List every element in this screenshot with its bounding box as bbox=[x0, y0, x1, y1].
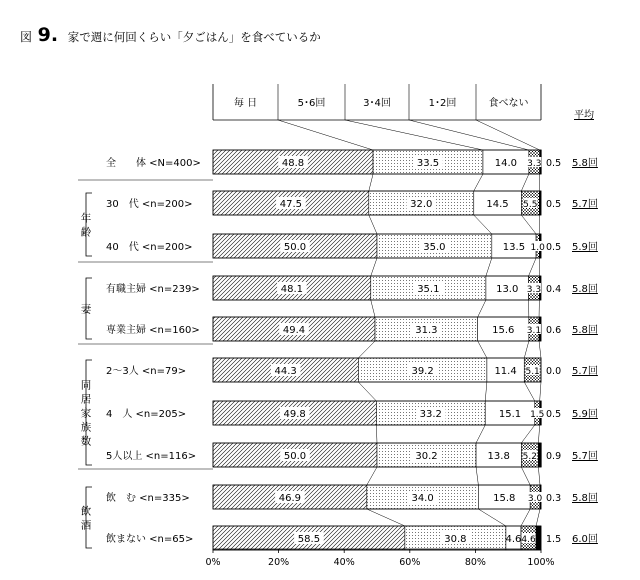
figure-title-text: 家で週に何回くらい「夕ごはん」を食べているか bbox=[67, 30, 321, 44]
x-tick-label: 60% bbox=[399, 557, 421, 568]
segment-connector bbox=[486, 258, 492, 276]
segment-connector bbox=[476, 467, 478, 485]
group-label: 飲酒 bbox=[80, 505, 92, 532]
segment-connector bbox=[358, 341, 375, 358]
row-average: 5.8回 bbox=[572, 493, 598, 504]
value-label-none: 1.5 bbox=[546, 534, 562, 545]
value-label: 5.2 bbox=[522, 452, 538, 462]
row-average: 6.0回 bbox=[572, 534, 598, 545]
row-average: 5.9回 bbox=[572, 409, 598, 420]
row-label: 有職主婦 <n=239> bbox=[106, 284, 200, 295]
value-label: 49.4 bbox=[282, 325, 306, 336]
segment-connector bbox=[474, 215, 492, 234]
value-label: 44.3 bbox=[274, 366, 297, 377]
row-label: 40 代 <n=200> bbox=[106, 242, 193, 253]
row-label: 30 代 <n=200> bbox=[106, 199, 193, 210]
value-label-none: 0.3 bbox=[546, 493, 562, 504]
value-label: 47.5 bbox=[279, 199, 303, 210]
value-label-none: 0.6 bbox=[546, 325, 562, 336]
segment-connector bbox=[521, 509, 530, 526]
value-label-none: 0.9 bbox=[546, 451, 562, 462]
value-label: 58.5 bbox=[297, 534, 321, 545]
group-bracket bbox=[86, 193, 92, 256]
segment-connector bbox=[369, 215, 377, 234]
segment-connector bbox=[371, 258, 377, 276]
value-label: 13.5 bbox=[502, 242, 526, 253]
segment-connector bbox=[474, 174, 483, 191]
group-label: 同居家族数 bbox=[80, 379, 92, 448]
value-label: 14.5 bbox=[486, 199, 509, 210]
row-average: 5.7回 bbox=[572, 451, 598, 462]
legend-item-2: 5･6回 bbox=[297, 98, 326, 109]
value-label-none: 0.5 bbox=[546, 409, 562, 420]
row-average: 5.8回 bbox=[572, 158, 598, 169]
value-label-none: 0.0 bbox=[546, 366, 562, 377]
value-label-none: 0.4 bbox=[546, 284, 562, 295]
legend-connector bbox=[345, 120, 483, 150]
value-label: 15.8 bbox=[493, 493, 516, 504]
segment-connector bbox=[536, 509, 540, 526]
value-label: 15.6 bbox=[492, 325, 515, 336]
group-label: 年齢 bbox=[80, 212, 92, 239]
legend-connector bbox=[476, 120, 540, 150]
segment-connector bbox=[367, 509, 405, 526]
segment-connector bbox=[524, 382, 534, 401]
row-label: 4 人 <n=205> bbox=[106, 409, 187, 420]
average-header: 平均 bbox=[574, 110, 594, 121]
value-label: 1.5 bbox=[530, 410, 545, 420]
value-label-none: 0.5 bbox=[546, 158, 562, 169]
value-label: 49.8 bbox=[283, 409, 306, 420]
segment-connector bbox=[524, 341, 529, 358]
segment-connector bbox=[539, 341, 541, 358]
row-label: 飲 む <n=335> bbox=[106, 493, 190, 504]
segment-connector bbox=[478, 509, 506, 526]
segment-connector bbox=[371, 300, 375, 317]
value-label: 34.0 bbox=[411, 493, 434, 504]
value-label: 50.0 bbox=[283, 242, 307, 253]
row-average: 5.8回 bbox=[572, 325, 598, 336]
segment-connector bbox=[521, 467, 530, 485]
bar-segment-5 bbox=[536, 526, 541, 550]
value-label: 46.9 bbox=[278, 493, 302, 504]
segment-connector bbox=[376, 425, 377, 443]
value-label: 14.0 bbox=[494, 158, 518, 169]
value-label: 39.2 bbox=[411, 366, 434, 377]
value-label: 3.0 bbox=[527, 494, 543, 504]
x-axis bbox=[205, 549, 554, 568]
value-label: 3.1 bbox=[526, 326, 542, 336]
value-label: 4.6 bbox=[505, 534, 522, 545]
segment-connector bbox=[367, 467, 377, 485]
segment-connector bbox=[529, 258, 537, 276]
row-label: 5人以上 <n=116> bbox=[106, 451, 197, 462]
legend-connector bbox=[409, 120, 529, 150]
x-tick-label: 80% bbox=[464, 557, 486, 568]
value-label: 1.0 bbox=[530, 243, 545, 253]
value-label: 33.5 bbox=[416, 158, 440, 169]
group-label: 妻 bbox=[80, 303, 92, 316]
value-label: 35.0 bbox=[423, 242, 446, 253]
row-label: 全 体 <N=400> bbox=[106, 158, 201, 169]
segment-connector bbox=[478, 300, 486, 317]
value-label: 13.0 bbox=[496, 284, 519, 295]
value-label: 4.6 bbox=[521, 535, 536, 545]
segment-connector bbox=[540, 382, 541, 401]
legend-item-4: 1･2回 bbox=[428, 98, 457, 109]
row-label: 2～3人 <n=79> bbox=[106, 366, 187, 377]
segment-connector bbox=[485, 382, 487, 401]
value-label: 30.8 bbox=[444, 534, 467, 545]
row-average: 5.7回 bbox=[572, 199, 598, 210]
row-average: 5.9回 bbox=[572, 242, 598, 253]
legend bbox=[213, 84, 541, 120]
x-tick-label: 20% bbox=[268, 557, 290, 568]
group-bracket bbox=[86, 487, 92, 548]
value-label: 3.3 bbox=[527, 159, 542, 169]
row-label: 飲まない <n=65> bbox=[106, 534, 194, 545]
value-label: 3.3 bbox=[526, 285, 542, 295]
row-average: 5.8回 bbox=[572, 284, 598, 295]
value-label: 13.8 bbox=[487, 451, 510, 462]
legend-connector bbox=[278, 120, 373, 150]
segment-connector bbox=[521, 174, 529, 191]
segment-connector bbox=[538, 425, 539, 443]
segment-connector bbox=[521, 425, 534, 443]
value-label: 11.4 bbox=[494, 366, 517, 377]
segment-connector bbox=[521, 215, 536, 234]
segment-connector bbox=[358, 382, 376, 401]
row-label: 専業主婦 <n=160> bbox=[106, 325, 200, 336]
legend-item-3: 3･4回 bbox=[363, 98, 391, 109]
x-tick-label: 40% bbox=[333, 557, 355, 568]
x-tick-label: 100% bbox=[527, 557, 555, 568]
value-label: 48.1 bbox=[280, 284, 304, 295]
value-label-none: 0.5 bbox=[546, 242, 562, 253]
figure-number: 9. bbox=[37, 24, 59, 46]
value-label: 50.0 bbox=[283, 451, 307, 462]
segment-connector bbox=[538, 467, 540, 485]
value-label: 5.5 bbox=[523, 200, 538, 210]
value-label: 33.2 bbox=[419, 409, 442, 420]
segment-connector bbox=[369, 174, 373, 191]
legend-item-1: 毎 日 bbox=[233, 98, 258, 109]
value-label: 35.1 bbox=[417, 284, 440, 295]
value-label: 30.2 bbox=[415, 451, 438, 462]
segment-connector bbox=[478, 341, 487, 358]
x-tick-label: 0% bbox=[205, 557, 221, 568]
bar-rows bbox=[78, 108, 598, 550]
value-label: 5.1 bbox=[525, 367, 540, 377]
value-label: 48.8 bbox=[281, 158, 305, 169]
value-label: 15.1 bbox=[498, 409, 522, 420]
row-average: 5.7回 bbox=[572, 366, 598, 377]
value-label: 31.3 bbox=[415, 325, 438, 336]
value-label-none: 0.5 bbox=[546, 199, 562, 210]
figure-label: 図 bbox=[20, 30, 33, 44]
segment-connector bbox=[476, 425, 485, 443]
legend-item-5: 食べない bbox=[488, 98, 529, 109]
value-label: 32.0 bbox=[410, 199, 433, 210]
